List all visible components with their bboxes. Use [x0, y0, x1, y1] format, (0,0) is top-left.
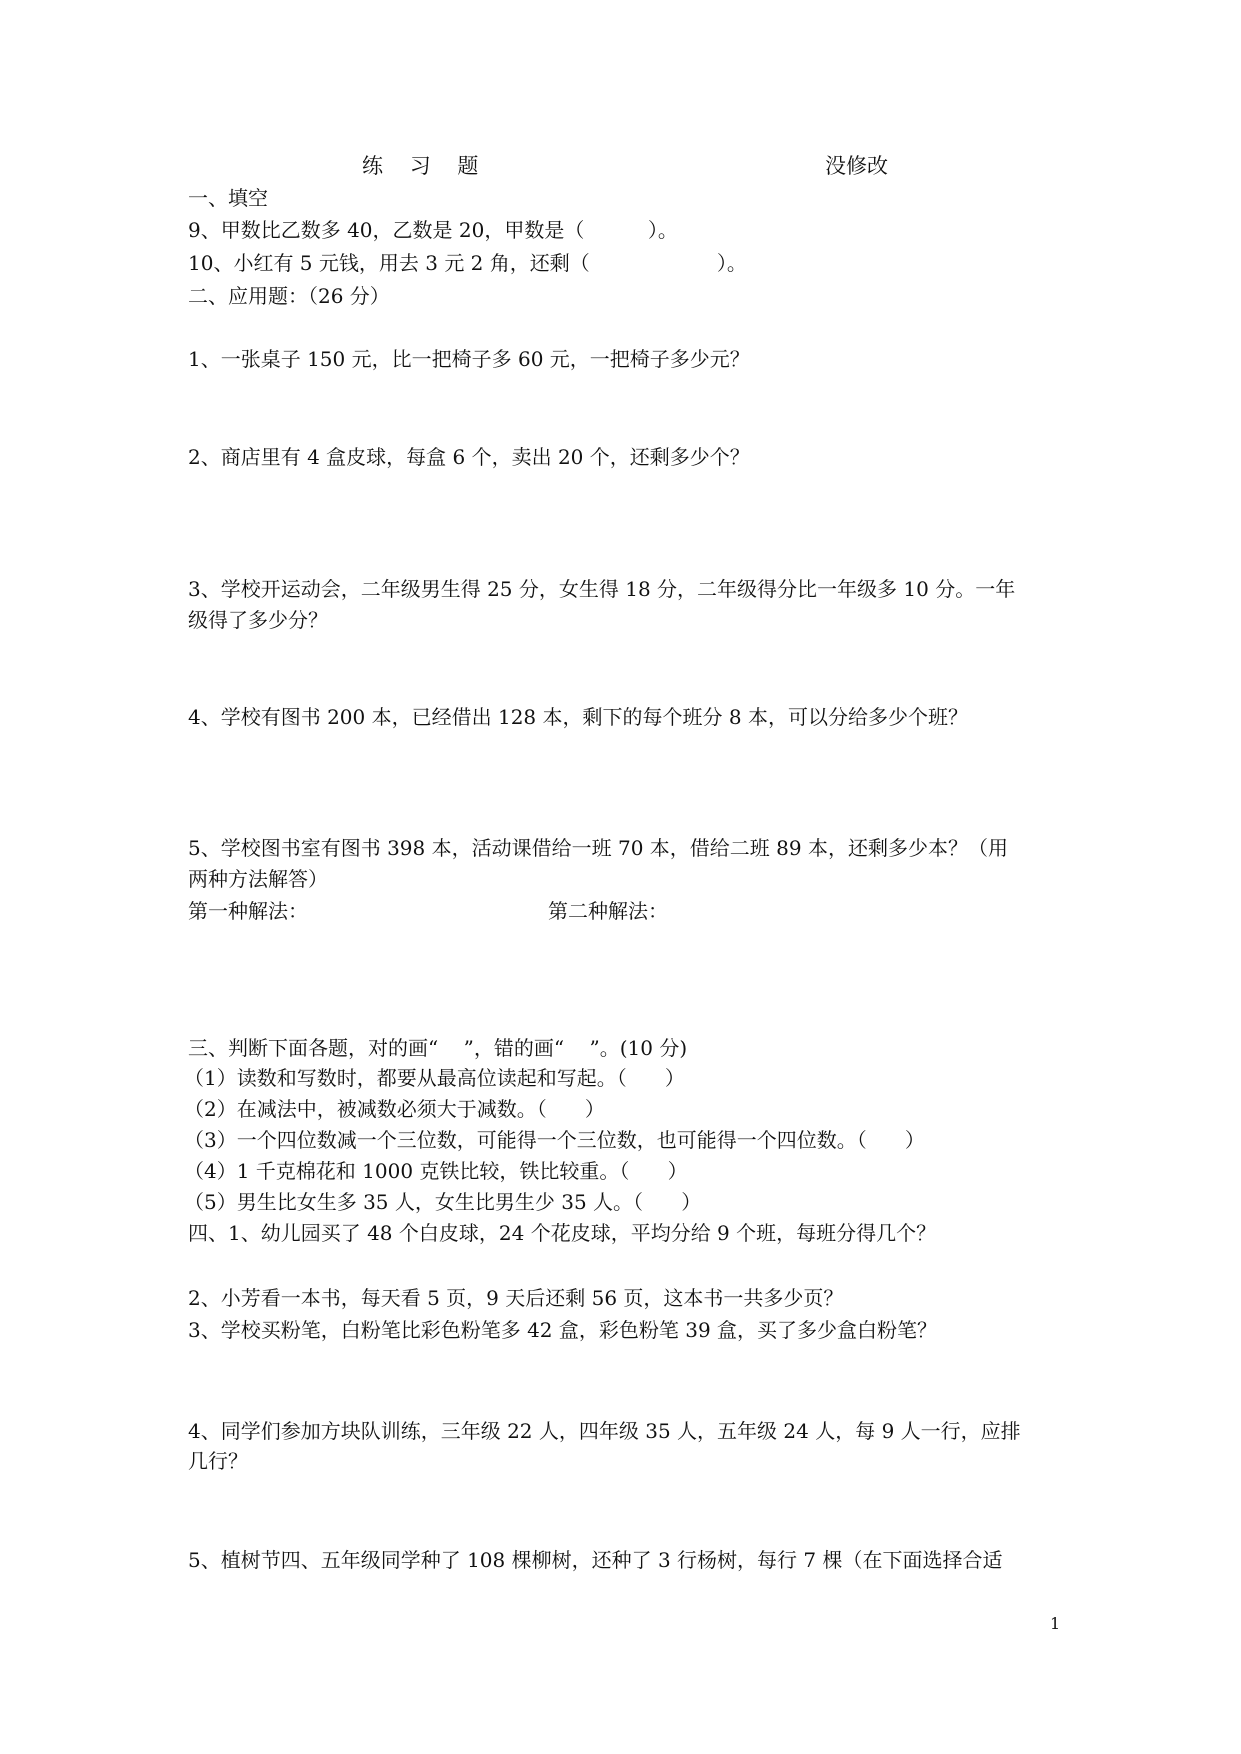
section-4-question-4-line-1: 4、同学们参加方块队训练，三年级 22 人，四年级 35 人，五年级 24 人，每 9 人一行，应排: [188, 1419, 1021, 1443]
word-problem-5-line-1: 5、学校图书室有图书 398 本，活动课借给一班 70 本，借给二班 89 本，还剩多少本？（用: [188, 836, 1008, 860]
page-number: 1: [1050, 1614, 1061, 1633]
section-4-question-1: 四、1、幼儿园买了 48 个白皮球，24 个花皮球，平均分给 9 个班，每班分得几个？: [188, 1221, 937, 1245]
true-false-item-2: （2）在减法中，被减数必须大于减数。（ ）: [184, 1097, 605, 1121]
section-2-heading: 二、应用题：（26 分）: [188, 284, 390, 308]
true-false-item-5: （5）男生比女生多 35 人，女生比男生少 35 人。（ ）: [184, 1190, 702, 1214]
word-problem-3-line-2: 级得了多少分？: [188, 608, 328, 632]
word-problem-1: 1、一张桌子 150 元，比一把椅子多 60 元，一把椅子多少元？: [188, 347, 750, 371]
method-2-label: 第二种解法：: [548, 899, 668, 923]
section-4-question-4-line-2: 几行？: [188, 1449, 248, 1473]
section-4-question-3: 3、学校买粉笔，白粉笔比彩色粉笔多 42 盒，彩色粉笔 39 盒，买了多少盒白粉笔？: [188, 1318, 938, 1342]
true-false-item-3: （3）一个四位数减一个三位数，可能得一个三位数，也可能得一个四位数。（ ）: [184, 1128, 925, 1152]
section-4-question-2: 2、小芳看一本书，每天看 5 页，9 天后还剩 56 页，这本书一共多少页？: [188, 1286, 844, 1310]
word-problem-5-line-2: 两种方法解答）: [188, 867, 328, 891]
word-problem-3-line-1: 3、学校开运动会，二年级男生得 25 分，女生得 18 分，二年级得分比一年级多 10 分。一年: [188, 577, 1016, 601]
section-1-heading: 一、填空: [188, 186, 268, 210]
question-10: 10、小红有 5 元钱，用去 3 元 2 角，还剩（ ）。: [188, 251, 747, 275]
word-problem-4: 4、学校有图书 200 本，已经借出 128 本，剩下的每个班分 8 本，可以分给多少个班？: [188, 705, 968, 729]
section-4-question-5: 5、植树节四、五年级同学种了 108 棵柳树，还种了 3 行杨树，每行 7 棵（在下面选择合适: [188, 1548, 1003, 1572]
section-3-heading: 三、判断下面各题，对的画“ ”，错的画“ ”。(10 分): [188, 1036, 688, 1060]
word-problem-2: 2、商店里有 4 盒皮球，每盒 6 个，卖出 20 个，还剩多少个？: [188, 445, 750, 469]
method-1-label: 第一种解法：: [188, 899, 308, 923]
page-title: 练 习 题: [362, 154, 479, 178]
true-false-item-1: （1）读数和写数时，都要从最高位读起和写起。（ ）: [184, 1066, 685, 1090]
revision-note: 没修改: [825, 154, 888, 178]
true-false-item-4: （4）1 千克棉花和 1000 克铁比较，铁比较重。（ ）: [184, 1159, 688, 1183]
question-9: 9、甲数比乙数多 40，乙数是 20，甲数是（ ）。: [188, 218, 678, 242]
